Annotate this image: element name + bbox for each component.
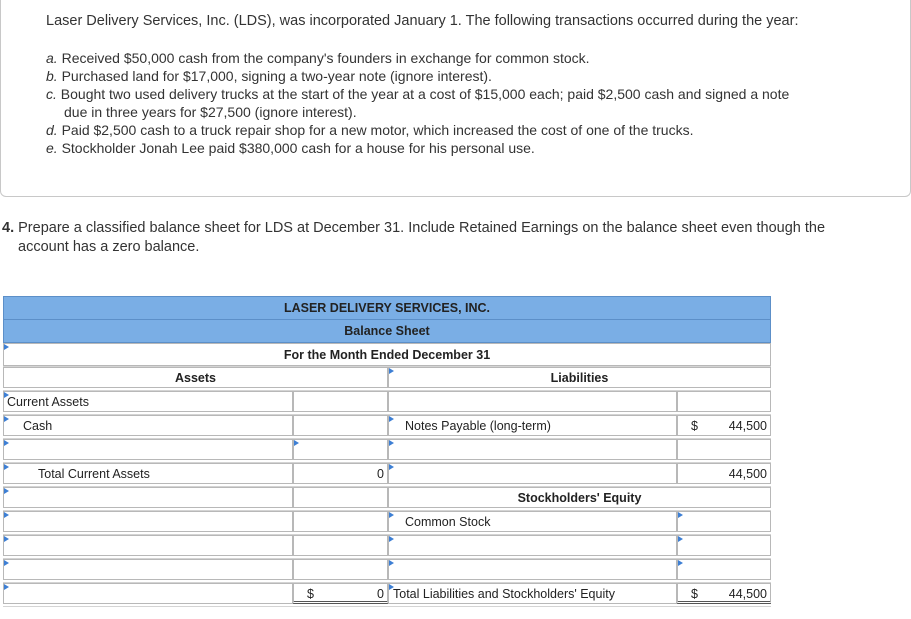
problem-intro: Laser Delivery Services, Inc. (LDS), was incorporated January 1. The following transactions occurred during the year: xyxy=(46,13,799,29)
total-current-assets-row xyxy=(3,463,771,487)
cash-label[interactable]: Cash xyxy=(3,415,293,436)
stockholders-equity-header: Stockholders' Equity xyxy=(388,487,771,508)
period-dropdown[interactable]: For the Month Ended December 31 xyxy=(3,343,771,366)
cash-amount-input[interactable] xyxy=(293,415,388,436)
transaction-letter: c. xyxy=(46,86,57,102)
asset-amount-input[interactable] xyxy=(293,439,388,460)
currency-symbol: $ xyxy=(691,419,698,433)
transaction-text: Paid $2,500 cash to a truck repair shop for a new motor, which increased the cost of one of the trucks. xyxy=(61,122,694,138)
notes-payable-label[interactable]: Notes Payable (long-term) xyxy=(388,415,677,436)
transaction-c xyxy=(46,85,789,103)
total-liabilities-equity-value: 44,500 xyxy=(728,587,767,601)
asset-amount-input[interactable] xyxy=(293,535,388,556)
liability-amount-input[interactable] xyxy=(677,439,771,460)
total-liabilities-equity-amount[interactable] xyxy=(677,583,771,604)
currency-symbol: $ xyxy=(307,587,314,601)
notes-payable-value: 44,500 xyxy=(728,419,767,433)
common-stock-amount-input[interactable] xyxy=(677,511,771,532)
total-liabilities-value[interactable]: 44,500 xyxy=(677,463,771,484)
blank-row-1 xyxy=(3,439,771,463)
common-stock-label[interactable]: Common Stock xyxy=(388,511,677,532)
liability-label-blank xyxy=(388,391,677,412)
equity-header-row xyxy=(3,487,771,511)
liability-label-input[interactable] xyxy=(388,439,677,460)
asset-amount-input[interactable] xyxy=(293,487,388,508)
blank-row-3 xyxy=(3,559,771,583)
current-assets-row xyxy=(3,391,771,415)
assets-amount-input[interactable] xyxy=(293,391,388,412)
blank-row-2 xyxy=(3,535,771,559)
equity-amount-input[interactable] xyxy=(677,559,771,580)
transaction-e xyxy=(46,139,789,157)
liability-amount-blank xyxy=(677,391,771,412)
transaction-b xyxy=(46,67,789,85)
total-liabilities-equity-label[interactable]: Total Liabilities and Stockholders' Equity xyxy=(388,583,677,604)
asset-label-input[interactable] xyxy=(3,511,293,532)
total-assets-label-input[interactable] xyxy=(3,583,293,604)
equity-label-input[interactable] xyxy=(388,559,677,580)
assets-header: Assets xyxy=(3,367,388,388)
cash-row xyxy=(3,415,771,439)
question-text-line1: Prepare a classified balance sheet for LDS at December 31. Include Retained Earnings on the balance sheet even though the xyxy=(18,220,826,236)
common-stock-row xyxy=(3,511,771,535)
total-current-assets-label[interactable]: Total Current Assets xyxy=(3,463,293,484)
company-name: LASER DELIVERY SERVICES, INC. xyxy=(3,296,771,319)
balance-sheet xyxy=(3,296,771,607)
transaction-letter: a. xyxy=(46,50,58,66)
asset-label-input[interactable] xyxy=(3,487,293,508)
question-text-line2: account has a zero balance. xyxy=(18,239,200,255)
transaction-list xyxy=(46,49,789,157)
total-assets-value: 0 xyxy=(377,587,384,601)
asset-label-input[interactable] xyxy=(3,559,293,580)
equity-label-input[interactable] xyxy=(388,535,677,556)
asset-label-input[interactable] xyxy=(3,439,293,460)
transaction-text: Received $50,000 cash from the company's founders in exchange for common stock. xyxy=(61,50,590,66)
transaction-d xyxy=(46,121,789,139)
transaction-text: Purchased land for $17,000, signing a two-year note (ignore interest). xyxy=(61,68,492,84)
current-assets-label[interactable]: Current Assets xyxy=(3,391,293,412)
transaction-text: Bought two used delivery trucks at the start of the year at a cost of $15,000 each; paid $2,500 cash and signed a note xyxy=(60,86,790,102)
transaction-letter: e. xyxy=(46,140,58,156)
transaction-letter: b. xyxy=(46,68,58,84)
question-4 xyxy=(2,219,902,257)
period-row xyxy=(3,343,771,367)
asset-amount-input[interactable] xyxy=(293,511,388,532)
problem-box xyxy=(0,0,911,197)
asset-amount-input[interactable] xyxy=(293,559,388,580)
column-headers-row xyxy=(3,367,771,391)
notes-payable-amount[interactable] xyxy=(677,415,771,436)
currency-symbol: $ xyxy=(691,587,698,601)
total-current-assets-value[interactable]: 0 xyxy=(293,463,388,484)
liabilities-header[interactable]: Liabilities xyxy=(388,367,771,388)
totals-row xyxy=(3,583,771,607)
equity-amount-input[interactable] xyxy=(677,535,771,556)
transaction-text: Stockholder Jonah Lee paid $380,000 cash for a house for his personal use. xyxy=(61,140,535,156)
asset-label-input[interactable] xyxy=(3,535,293,556)
question-number: 4. xyxy=(2,220,15,236)
transaction-c-continued: due in three years for $27,500 (ignore interest). xyxy=(64,104,357,120)
total-liabilities-label-input[interactable] xyxy=(388,463,677,484)
total-assets-amount[interactable] xyxy=(293,583,388,604)
transaction-a xyxy=(46,49,789,67)
statement-title: Balance Sheet xyxy=(3,319,771,343)
transaction-letter: d. xyxy=(46,122,58,138)
